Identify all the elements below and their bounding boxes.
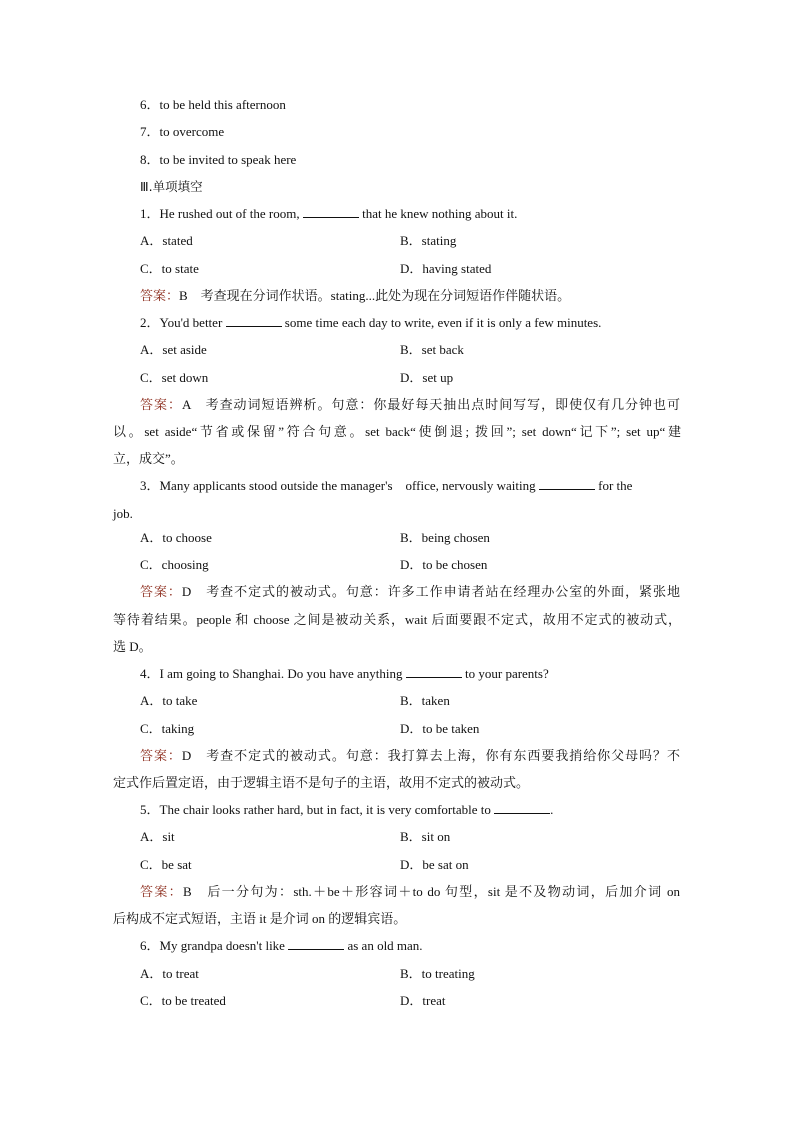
question-3-stem xyxy=(140,477,632,495)
q6-option-d: D．treat xyxy=(400,993,446,1008)
stem-text: . xyxy=(550,802,554,817)
q1-answer xyxy=(140,287,570,305)
question-5-stem xyxy=(140,801,553,819)
q6-option-c: C．to be treated xyxy=(140,993,226,1008)
q2-answer-line3: 立，成交”。 xyxy=(113,451,184,466)
stem-text: 6．My grandpa doesn't like xyxy=(140,938,289,953)
answer-label: 答案： xyxy=(140,748,182,763)
stem-text: for the xyxy=(594,478,633,493)
answer-label: 答案： xyxy=(140,584,182,599)
stem-text: 3．Many applicants stood outside the manager's office, nervously waiting xyxy=(140,478,539,493)
answer-label: 答案： xyxy=(140,397,182,412)
q1-option-a: A．stated xyxy=(140,233,193,248)
answer-label: 答案： xyxy=(140,288,180,303)
answer-blank xyxy=(226,314,282,327)
stem-text: 5．The chair looks rather hard, but in fact, it is very comfortable to xyxy=(140,802,495,817)
answer-blank xyxy=(288,937,344,950)
stem-text: 4．I am going to Shanghai. Do you have anything xyxy=(140,666,406,681)
stem-text: to your parents? xyxy=(461,666,549,681)
stem-text: that he knew nothing about it. xyxy=(358,206,518,221)
q3-answer-line2: 等待着结果。people 和 choose 之间是被动关系，wait 后面要跟不定式，故用不定式的被动式， xyxy=(113,612,681,627)
question-4-stem xyxy=(140,665,549,683)
answer-blank xyxy=(539,477,595,490)
q3-option-a: A．to choose xyxy=(140,530,212,545)
question-6-stem xyxy=(140,937,423,955)
answer-blank xyxy=(494,801,550,814)
answer-text: B 考查现在分词作状语。stating...此处为现在分词短语作伴随状语。 xyxy=(179,288,571,303)
q4-answer-line1 xyxy=(140,747,680,765)
q5-answer-line1 xyxy=(140,883,680,901)
stem-text: some time each day to write, even if it is only a few minutes. xyxy=(281,315,602,330)
q1-option-b: B．stating xyxy=(400,233,457,248)
stem-text: 1．He rushed out of the room, xyxy=(140,206,303,221)
question-3-stem-line2: job. xyxy=(113,506,133,521)
prev-answer-7: 7．to overcome xyxy=(140,124,225,139)
q5-answer-line2: 后构成不定式短语，主语 it 是介词 on 的逻辑宾语。 xyxy=(113,911,407,926)
answer-text: A 考查动词短语辨析。句意：你最好每天抽出点时间写写，即使仅有几分钟也可 xyxy=(181,397,680,412)
question-1-stem xyxy=(140,205,517,223)
q2-answer-line2: 以。set aside“节省或保留”符合句意。set back“使倒退; 拨回”; set down“记下”; set up“建 xyxy=(113,424,681,439)
q2-option-a: A．set aside xyxy=(140,342,207,357)
q3-answer-line3: 选 D。 xyxy=(113,639,152,654)
q5-option-d: D．be sat on xyxy=(400,857,469,872)
answer-blank xyxy=(303,205,359,218)
q4-answer-line2: 定式作后置定语，由于逻辑主语不是句子的主语，故用不定式的被动式。 xyxy=(113,775,530,790)
stem-text: 2．You'd better xyxy=(140,315,226,330)
q2-answer-line1 xyxy=(140,396,680,414)
q2-option-d: D．set up xyxy=(400,370,454,385)
q6-option-b: B．to treating xyxy=(400,966,475,981)
q1-option-c: C．to state xyxy=(140,261,199,276)
answer-text: D 考查不定式的被动式。句意：我打算去上海，你有东西要我捎给你父母吗？不 xyxy=(181,748,680,763)
q4-option-a: A．to take xyxy=(140,693,198,708)
section-title: Ⅲ.单项填空 xyxy=(140,179,203,194)
q6-option-a: A．to treat xyxy=(140,966,199,981)
q3-answer-line1 xyxy=(140,583,680,601)
q4-option-c: C．taking xyxy=(140,721,195,736)
q2-option-b: B．set back xyxy=(400,342,464,357)
stem-text: as an old man. xyxy=(344,938,423,953)
answer-label: 答案： xyxy=(140,884,183,899)
q4-option-b: B．taken xyxy=(400,693,450,708)
answer-text: B 后一分句为：sth.＋be＋形容词＋to do 句型，sit 是不及物动词，后加介词 on xyxy=(183,884,680,899)
question-2-stem xyxy=(140,314,601,332)
q5-option-c: C．be sat xyxy=(140,857,192,872)
prev-answer-8: 8．to be invited to speak here xyxy=(140,152,297,167)
prev-answer-6: 6．to be held this afternoon xyxy=(140,97,286,112)
answer-blank xyxy=(406,665,462,678)
q5-option-a: A．sit xyxy=(140,829,175,844)
q2-option-c: C．set down xyxy=(140,370,209,385)
q1-option-d: D．having stated xyxy=(400,261,492,276)
q5-option-b: B．sit on xyxy=(400,829,451,844)
q3-option-d: D．to be chosen xyxy=(400,557,488,572)
q3-option-c: C．choosing xyxy=(140,557,209,572)
q4-option-d: D．to be taken xyxy=(400,721,480,736)
answer-text: D 考查不定式的被动式。句意：许多工作申请者站在经理办公室的外面，紧张地 xyxy=(181,584,680,599)
q3-option-b: B．being chosen xyxy=(400,530,490,545)
